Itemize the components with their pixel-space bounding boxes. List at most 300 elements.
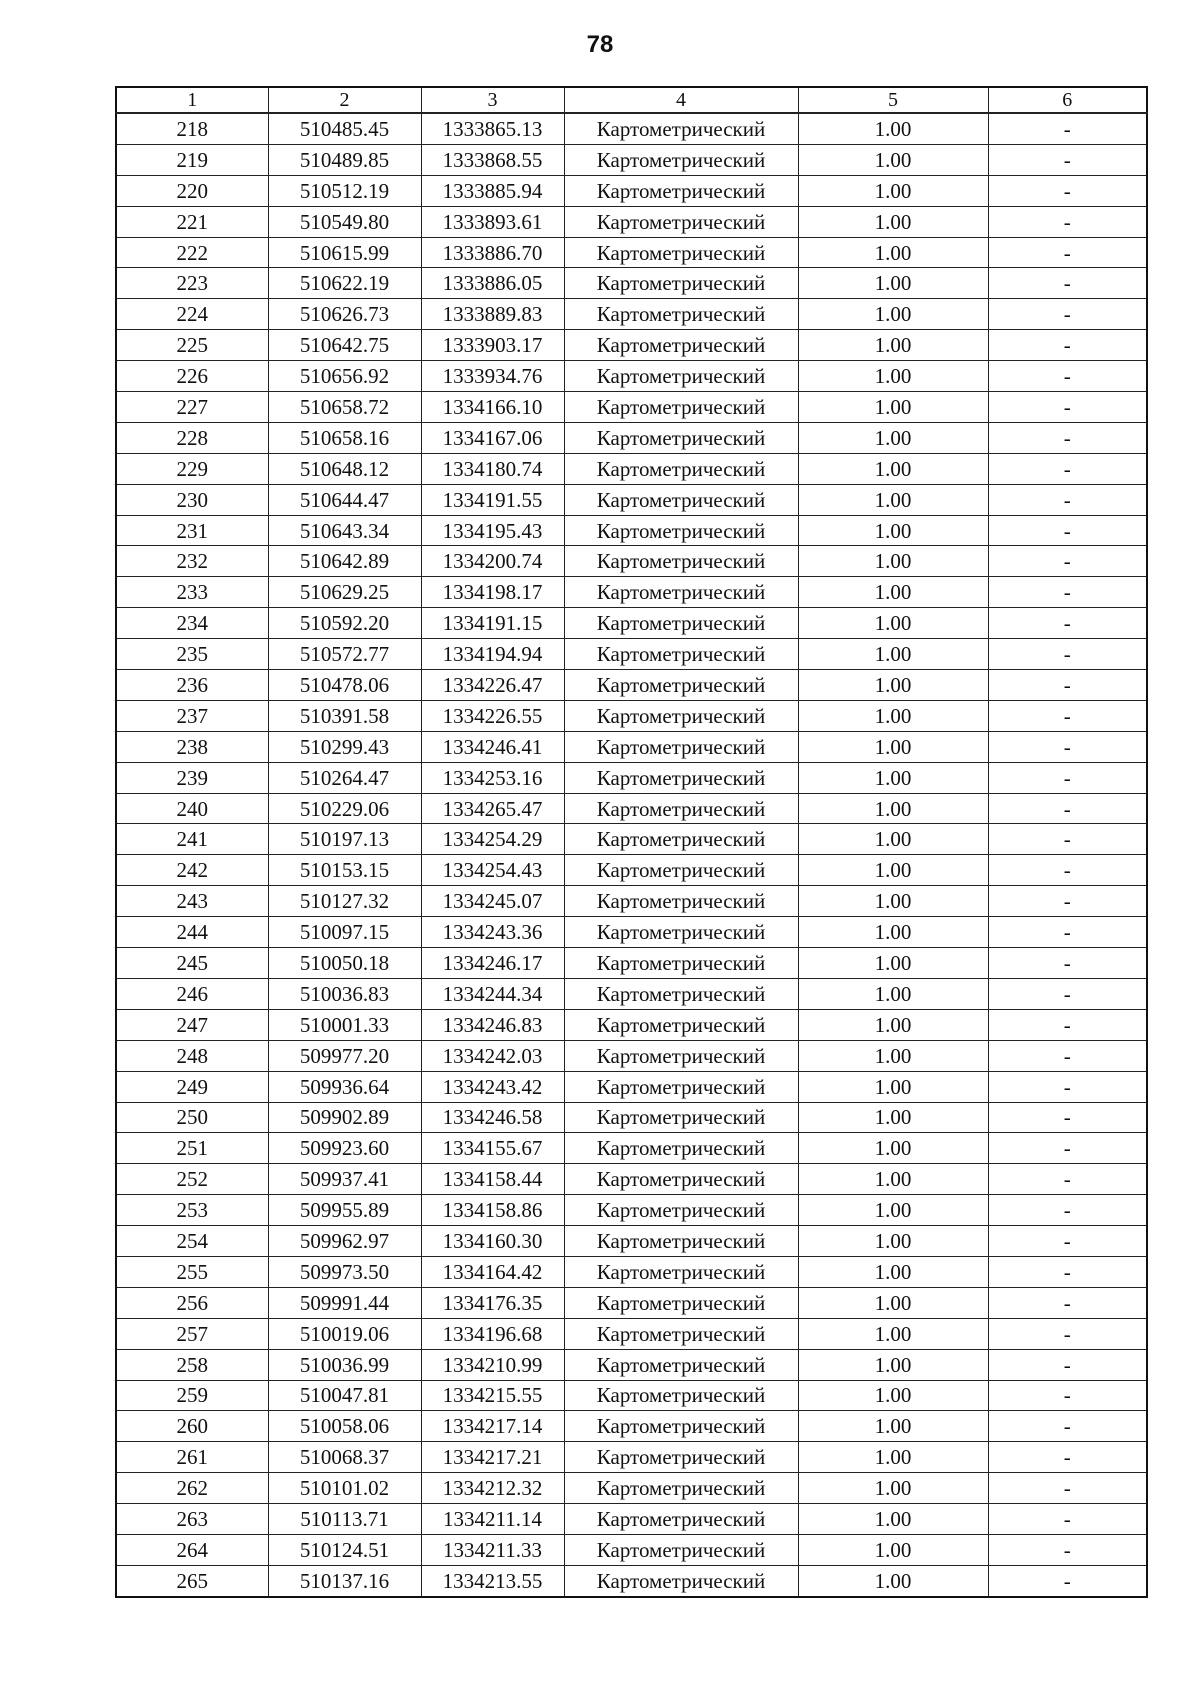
table-cell-col-5: 1.00 <box>798 1442 988 1473</box>
table-cell-col-5: 1.00 <box>798 1411 988 1442</box>
table-cell-col-3: 1333893.61 <box>421 206 564 237</box>
table-cell-col-2: 510615.99 <box>268 237 421 268</box>
table-cell-col-6: - <box>988 1318 1147 1349</box>
table-cell-col-1: 240 <box>116 793 268 824</box>
table-cell-col-5: 1.00 <box>798 1133 988 1164</box>
table-row <box>116 361 1147 392</box>
table-cell-col-6: - <box>988 1565 1147 1596</box>
table-cell-col-5: 1.00 <box>798 917 988 948</box>
page-number: 78 <box>586 31 614 58</box>
table-row <box>116 175 1147 206</box>
table-cell-col-3: 1333903.17 <box>421 330 564 361</box>
table-cell-col-4: Картометрический <box>564 1349 798 1380</box>
table-cell-col-2: 510019.06 <box>268 1318 421 1349</box>
table-cell-col-4: Картометрический <box>564 392 798 423</box>
table-cell-col-1: 222 <box>116 237 268 268</box>
table-row <box>116 515 1147 546</box>
table-row <box>116 1133 1147 1164</box>
table-cell-col-5: 1.00 <box>798 1318 988 1349</box>
table-cell-col-4: Картометрический <box>564 670 798 701</box>
table-row <box>116 237 1147 268</box>
table-cell-col-2: 509962.97 <box>268 1226 421 1257</box>
table-cell-col-1: 256 <box>116 1287 268 1318</box>
table-cell-col-3: 1334217.14 <box>421 1411 564 1442</box>
table-cell-col-4: Картометрический <box>564 1565 798 1596</box>
table-row <box>116 113 1147 144</box>
table-cell-col-2: 510113.71 <box>268 1504 421 1535</box>
table-cell-col-3: 1334246.41 <box>421 731 564 762</box>
table-cell-col-6: - <box>988 670 1147 701</box>
table-cell-col-1: 246 <box>116 978 268 1009</box>
table-cell-col-3: 1334265.47 <box>421 793 564 824</box>
table-cell-col-2: 510229.06 <box>268 793 421 824</box>
table-cell-col-3: 1334158.86 <box>421 1195 564 1226</box>
table-cell-col-1: 221 <box>116 206 268 237</box>
column-header-6: 6 <box>988 87 1147 113</box>
table-cell-col-4: Картометрический <box>564 268 798 299</box>
table-cell-col-2: 510642.89 <box>268 546 421 577</box>
table-cell-col-2: 510124.51 <box>268 1534 421 1565</box>
table-cell-col-3: 1334158.44 <box>421 1164 564 1195</box>
table-cell-col-1: 231 <box>116 515 268 546</box>
table-row <box>116 762 1147 793</box>
table-cell-col-4: Картометрический <box>564 1380 798 1411</box>
table-cell-col-5: 1.00 <box>798 144 988 175</box>
table-cell-col-1: 262 <box>116 1473 268 1504</box>
table-cell-col-4: Картометрический <box>564 1256 798 1287</box>
table-cell-col-3: 1334194.94 <box>421 639 564 670</box>
table-cell-col-3: 1334226.47 <box>421 670 564 701</box>
table-cell-col-4: Картометрический <box>564 237 798 268</box>
table-row <box>116 546 1147 577</box>
table-row <box>116 978 1147 1009</box>
table-cell-col-6: - <box>988 1256 1147 1287</box>
table-row <box>116 1226 1147 1257</box>
table-row <box>116 855 1147 886</box>
table-cell-col-4: Картометрический <box>564 886 798 917</box>
table-cell-col-3: 1334254.29 <box>421 824 564 855</box>
table-cell-col-1: 230 <box>116 484 268 515</box>
table-cell-col-2: 510001.33 <box>268 1009 421 1040</box>
table-cell-col-3: 1334213.55 <box>421 1565 564 1596</box>
table-cell-col-3: 1334191.55 <box>421 484 564 515</box>
table-cell-col-2: 510644.47 <box>268 484 421 515</box>
table-cell-col-4: Картометрический <box>564 1009 798 1040</box>
table-cell-col-1: 259 <box>116 1380 268 1411</box>
table-cell-col-2: 510058.06 <box>268 1411 421 1442</box>
table-cell-col-2: 510489.85 <box>268 144 421 175</box>
table-cell-col-1: 260 <box>116 1411 268 1442</box>
table-cell-col-5: 1.00 <box>798 639 988 670</box>
table-cell-col-6: - <box>988 639 1147 670</box>
table-cell-col-2: 510643.34 <box>268 515 421 546</box>
table-cell-col-2: 510512.19 <box>268 175 421 206</box>
table-row <box>116 1287 1147 1318</box>
table-cell-col-1: 255 <box>116 1256 268 1287</box>
table-row <box>116 299 1147 330</box>
table-cell-col-1: 253 <box>116 1195 268 1226</box>
table-cell-col-3: 1334180.74 <box>421 453 564 484</box>
table-cell-col-6: - <box>988 855 1147 886</box>
table-row <box>116 1071 1147 1102</box>
table-cell-col-5: 1.00 <box>798 824 988 855</box>
table-row <box>116 1256 1147 1287</box>
table-cell-col-3: 1334198.17 <box>421 577 564 608</box>
table-cell-col-2: 510036.99 <box>268 1349 421 1380</box>
table-cell-col-4: Картометрический <box>564 1442 798 1473</box>
table-cell-col-3: 1334211.14 <box>421 1504 564 1535</box>
table-row <box>116 330 1147 361</box>
table-cell-col-2: 510658.16 <box>268 422 421 453</box>
table-cell-col-5: 1.00 <box>798 1040 988 1071</box>
table-cell-col-4: Картометрический <box>564 1040 798 1071</box>
table-cell-col-5: 1.00 <box>798 1256 988 1287</box>
table-cell-col-2: 509937.41 <box>268 1164 421 1195</box>
table-cell-col-3: 1334160.30 <box>421 1226 564 1257</box>
table-cell-col-1: 247 <box>116 1009 268 1040</box>
table-cell-col-6: - <box>988 577 1147 608</box>
table-cell-col-5: 1.00 <box>798 484 988 515</box>
table-cell-col-2: 510127.32 <box>268 886 421 917</box>
column-header-1: 1 <box>116 87 268 113</box>
table-cell-col-4: Картометрический <box>564 793 798 824</box>
table-cell-col-6: - <box>988 793 1147 824</box>
table-cell-col-5: 1.00 <box>798 1164 988 1195</box>
table-cell-col-2: 510572.77 <box>268 639 421 670</box>
table-cell-col-6: - <box>988 762 1147 793</box>
table-cell-col-1: 244 <box>116 917 268 948</box>
table-cell-col-4: Картометрический <box>564 453 798 484</box>
table-row <box>116 1504 1147 1535</box>
table-cell-col-3: 1334211.33 <box>421 1534 564 1565</box>
table-cell-col-4: Картометрический <box>564 639 798 670</box>
table-cell-col-3: 1334167.06 <box>421 422 564 453</box>
table-cell-col-4: Картометрический <box>564 948 798 979</box>
table-cell-col-4: Картометрический <box>564 422 798 453</box>
table-cell-col-2: 510068.37 <box>268 1442 421 1473</box>
table-row <box>116 1349 1147 1380</box>
table-cell-col-4: Картометрический <box>564 546 798 577</box>
table-cell-col-5: 1.00 <box>798 361 988 392</box>
table-cell-col-6: - <box>988 144 1147 175</box>
table-cell-col-2: 509991.44 <box>268 1287 421 1318</box>
table-cell-col-3: 1334217.21 <box>421 1442 564 1473</box>
table-cell-col-6: - <box>988 422 1147 453</box>
table-cell-col-6: - <box>988 1534 1147 1565</box>
table-cell-col-5: 1.00 <box>798 113 988 144</box>
table-cell-col-4: Картометрический <box>564 1164 798 1195</box>
table-cell-col-4: Картометрический <box>564 1133 798 1164</box>
table-cell-col-4: Картометрический <box>564 299 798 330</box>
table-cell-col-1: 225 <box>116 330 268 361</box>
table-cell-col-6: - <box>988 1071 1147 1102</box>
table-cell-col-1: 228 <box>116 422 268 453</box>
table-cell-col-5: 1.00 <box>798 1195 988 1226</box>
table-cell-col-2: 510036.83 <box>268 978 421 1009</box>
table-cell-col-2: 510592.20 <box>268 608 421 639</box>
table-cell-col-4: Картометрический <box>564 1071 798 1102</box>
table-cell-col-2: 510648.12 <box>268 453 421 484</box>
table-cell-col-5: 1.00 <box>798 670 988 701</box>
table-cell-col-1: 248 <box>116 1040 268 1071</box>
table-cell-col-3: 1333886.05 <box>421 268 564 299</box>
table-cell-col-4: Картометрический <box>564 1226 798 1257</box>
table-cell-col-3: 1334196.68 <box>421 1318 564 1349</box>
column-header-2: 2 <box>268 87 421 113</box>
table-row <box>116 453 1147 484</box>
table-cell-col-6: - <box>988 1040 1147 1071</box>
table-cell-col-6: - <box>988 978 1147 1009</box>
table-cell-col-2: 510299.43 <box>268 731 421 762</box>
table-cell-col-2: 510197.13 <box>268 824 421 855</box>
table-cell-col-3: 1334242.03 <box>421 1040 564 1071</box>
table-cell-col-5: 1.00 <box>798 1565 988 1596</box>
table-row <box>116 1318 1147 1349</box>
table-cell-col-3: 1334210.99 <box>421 1349 564 1380</box>
table-cell-col-5: 1.00 <box>798 299 988 330</box>
table-cell-col-3: 1333865.13 <box>421 113 564 144</box>
table-row <box>116 1473 1147 1504</box>
table-row <box>116 1565 1147 1596</box>
table-cell-col-5: 1.00 <box>798 1504 988 1535</box>
table-cell-col-1: 252 <box>116 1164 268 1195</box>
table-cell-col-2: 510549.80 <box>268 206 421 237</box>
table-row <box>116 1195 1147 1226</box>
table-cell-col-4: Картометрический <box>564 1534 798 1565</box>
table-cell-col-6: - <box>988 299 1147 330</box>
table-cell-col-1: 261 <box>116 1442 268 1473</box>
table-cell-col-6: - <box>988 546 1147 577</box>
table-cell-col-5: 1.00 <box>798 978 988 1009</box>
table-cell-col-6: - <box>988 1226 1147 1257</box>
table-cell-col-5: 1.00 <box>798 237 988 268</box>
table-cell-col-5: 1.00 <box>798 1287 988 1318</box>
table-cell-col-4: Картометрический <box>564 113 798 144</box>
table-cell-col-6: - <box>988 1164 1147 1195</box>
table-cell-col-4: Картометрический <box>564 484 798 515</box>
table-cell-col-4: Картометрический <box>564 577 798 608</box>
table-row <box>116 700 1147 731</box>
table-cell-col-1: 234 <box>116 608 268 639</box>
table-cell-col-3: 1334246.58 <box>421 1102 564 1133</box>
table-cell-col-3: 1334243.42 <box>421 1071 564 1102</box>
table-cell-col-4: Картометрический <box>564 917 798 948</box>
table-cell-col-5: 1.00 <box>798 1473 988 1504</box>
table-cell-col-3: 1334155.67 <box>421 1133 564 1164</box>
table-cell-col-2: 509955.89 <box>268 1195 421 1226</box>
table-cell-col-2: 509977.20 <box>268 1040 421 1071</box>
table-cell-col-1: 239 <box>116 762 268 793</box>
table-cell-col-5: 1.00 <box>798 453 988 484</box>
table-cell-col-2: 510478.06 <box>268 670 421 701</box>
table-cell-col-3: 1334253.16 <box>421 762 564 793</box>
table-cell-col-5: 1.00 <box>798 948 988 979</box>
table-cell-col-4: Картометрический <box>564 1102 798 1133</box>
table-cell-col-3: 1333934.76 <box>421 361 564 392</box>
table-cell-col-6: - <box>988 1411 1147 1442</box>
table-cell-col-1: 226 <box>116 361 268 392</box>
table-row <box>116 268 1147 299</box>
table-cell-col-1: 223 <box>116 268 268 299</box>
table-cell-col-1: 265 <box>116 1565 268 1596</box>
table-cell-col-6: - <box>988 1133 1147 1164</box>
table-row <box>116 824 1147 855</box>
table-cell-col-5: 1.00 <box>798 268 988 299</box>
table-cell-col-4: Картометрический <box>564 700 798 731</box>
table-cell-col-5: 1.00 <box>798 855 988 886</box>
table-cell-col-1: 254 <box>116 1226 268 1257</box>
table-cell-col-5: 1.00 <box>798 577 988 608</box>
table-row <box>116 1040 1147 1071</box>
table-cell-col-2: 509923.60 <box>268 1133 421 1164</box>
table-cell-col-3: 1334212.32 <box>421 1473 564 1504</box>
table-header <box>116 87 1147 113</box>
table-row <box>116 886 1147 917</box>
table-cell-col-2: 510629.25 <box>268 577 421 608</box>
table-cell-col-4: Картометрический <box>564 1195 798 1226</box>
table-cell-col-1: 238 <box>116 731 268 762</box>
table-cell-col-1: 218 <box>116 113 268 144</box>
table-cell-col-6: - <box>988 948 1147 979</box>
table-cell-col-2: 510137.16 <box>268 1565 421 1596</box>
table-row <box>116 144 1147 175</box>
table-row <box>116 392 1147 423</box>
table-row <box>116 917 1147 948</box>
table-cell-col-6: - <box>988 1102 1147 1133</box>
table-cell-col-4: Картометрический <box>564 855 798 886</box>
table-cell-col-6: - <box>988 608 1147 639</box>
table-cell-col-6: - <box>988 1349 1147 1380</box>
table-cell-col-6: - <box>988 1009 1147 1040</box>
table-cell-col-5: 1.00 <box>798 1226 988 1257</box>
table-cell-col-5: 1.00 <box>798 330 988 361</box>
table-cell-col-6: - <box>988 453 1147 484</box>
table-cell-col-3: 1334191.15 <box>421 608 564 639</box>
table-row <box>116 1009 1147 1040</box>
table-cell-col-2: 510485.45 <box>268 113 421 144</box>
table-cell-col-3: 1334200.74 <box>421 546 564 577</box>
table-cell-col-4: Картометрический <box>564 762 798 793</box>
table-cell-col-6: - <box>988 731 1147 762</box>
table-cell-col-6: - <box>988 330 1147 361</box>
table-cell-col-2: 510642.75 <box>268 330 421 361</box>
table-cell-col-5: 1.00 <box>798 608 988 639</box>
table-cell-col-1: 237 <box>116 700 268 731</box>
table-cell-col-1: 235 <box>116 639 268 670</box>
table-cell-col-2: 510047.81 <box>268 1380 421 1411</box>
table-cell-col-1: 245 <box>116 948 268 979</box>
table-cell-col-3: 1333885.94 <box>421 175 564 206</box>
table-cell-col-1: 236 <box>116 670 268 701</box>
table-cell-col-5: 1.00 <box>798 793 988 824</box>
table-cell-col-4: Картометрический <box>564 144 798 175</box>
table-row <box>116 206 1147 237</box>
table-cell-col-5: 1.00 <box>798 422 988 453</box>
table-cell-col-3: 1333886.70 <box>421 237 564 268</box>
table-cell-col-2: 510622.19 <box>268 268 421 299</box>
table-cell-col-2: 509973.50 <box>268 1256 421 1287</box>
table-cell-col-4: Картометрический <box>564 1318 798 1349</box>
table-cell-col-6: - <box>988 1473 1147 1504</box>
table-row <box>116 948 1147 979</box>
table-cell-col-4: Картометрический <box>564 1473 798 1504</box>
table-cell-col-3: 1334215.55 <box>421 1380 564 1411</box>
table-cell-col-1: 229 <box>116 453 268 484</box>
table-cell-col-1: 251 <box>116 1133 268 1164</box>
table-cell-col-3: 1334164.42 <box>421 1256 564 1287</box>
table-row <box>116 422 1147 453</box>
table-cell-col-4: Картометрический <box>564 206 798 237</box>
table-cell-col-4: Картометрический <box>564 330 798 361</box>
table-cell-col-2: 510050.18 <box>268 948 421 979</box>
table-cell-col-6: - <box>988 824 1147 855</box>
table-cell-col-3: 1333868.55 <box>421 144 564 175</box>
table-cell-col-6: - <box>988 1287 1147 1318</box>
table-cell-col-1: 220 <box>116 175 268 206</box>
table-cell-col-2: 510658.72 <box>268 392 421 423</box>
table-cell-col-5: 1.00 <box>798 1534 988 1565</box>
table-cell-col-4: Картометрический <box>564 1287 798 1318</box>
header-row <box>116 87 1147 113</box>
table-row <box>116 670 1147 701</box>
table-cell-col-3: 1334226.55 <box>421 700 564 731</box>
table-cell-col-5: 1.00 <box>798 1102 988 1133</box>
table-cell-col-1: 224 <box>116 299 268 330</box>
table-cell-col-3: 1334245.07 <box>421 886 564 917</box>
table-cell-col-1: 258 <box>116 1349 268 1380</box>
table-cell-col-2: 510153.15 <box>268 855 421 886</box>
table-cell-col-2: 509936.64 <box>268 1071 421 1102</box>
table-cell-col-4: Картометрический <box>564 978 798 1009</box>
table-cell-col-5: 1.00 <box>798 515 988 546</box>
table-cell-col-3: 1334166.10 <box>421 392 564 423</box>
table-cell-col-2: 510097.15 <box>268 917 421 948</box>
table-cell-col-4: Картометрический <box>564 515 798 546</box>
table-cell-col-3: 1334246.83 <box>421 1009 564 1040</box>
table-row <box>116 1411 1147 1442</box>
table-cell-col-4: Картометрический <box>564 608 798 639</box>
table-cell-col-2: 510391.58 <box>268 700 421 731</box>
coordinates-table <box>115 86 1148 1598</box>
table-row <box>116 731 1147 762</box>
table-cell-col-2: 510656.92 <box>268 361 421 392</box>
table-cell-col-6: - <box>988 206 1147 237</box>
table-cell-col-6: - <box>988 1380 1147 1411</box>
table-cell-col-6: - <box>988 113 1147 144</box>
table-cell-col-6: - <box>988 515 1147 546</box>
table-cell-col-4: Картометрический <box>564 731 798 762</box>
table-cell-col-4: Картометрический <box>564 175 798 206</box>
table-cell-col-3: 1334254.43 <box>421 855 564 886</box>
column-header-3: 3 <box>421 87 564 113</box>
table-cell-col-2: 510264.47 <box>268 762 421 793</box>
table-cell-col-6: - <box>988 268 1147 299</box>
table-cell-col-1: 241 <box>116 824 268 855</box>
table-cell-col-5: 1.00 <box>798 762 988 793</box>
table-cell-col-1: 233 <box>116 577 268 608</box>
table-cell-col-1: 263 <box>116 1504 268 1535</box>
table-cell-col-4: Картометрический <box>564 361 798 392</box>
table-row <box>116 1380 1147 1411</box>
table-cell-col-2: 509902.89 <box>268 1102 421 1133</box>
table-row <box>116 1534 1147 1565</box>
table-cell-col-5: 1.00 <box>798 1009 988 1040</box>
table-row <box>116 608 1147 639</box>
table-cell-col-5: 1.00 <box>798 1349 988 1380</box>
table-cell-col-2: 510101.02 <box>268 1473 421 1504</box>
table-cell-col-6: - <box>988 392 1147 423</box>
column-header-4: 4 <box>564 87 798 113</box>
